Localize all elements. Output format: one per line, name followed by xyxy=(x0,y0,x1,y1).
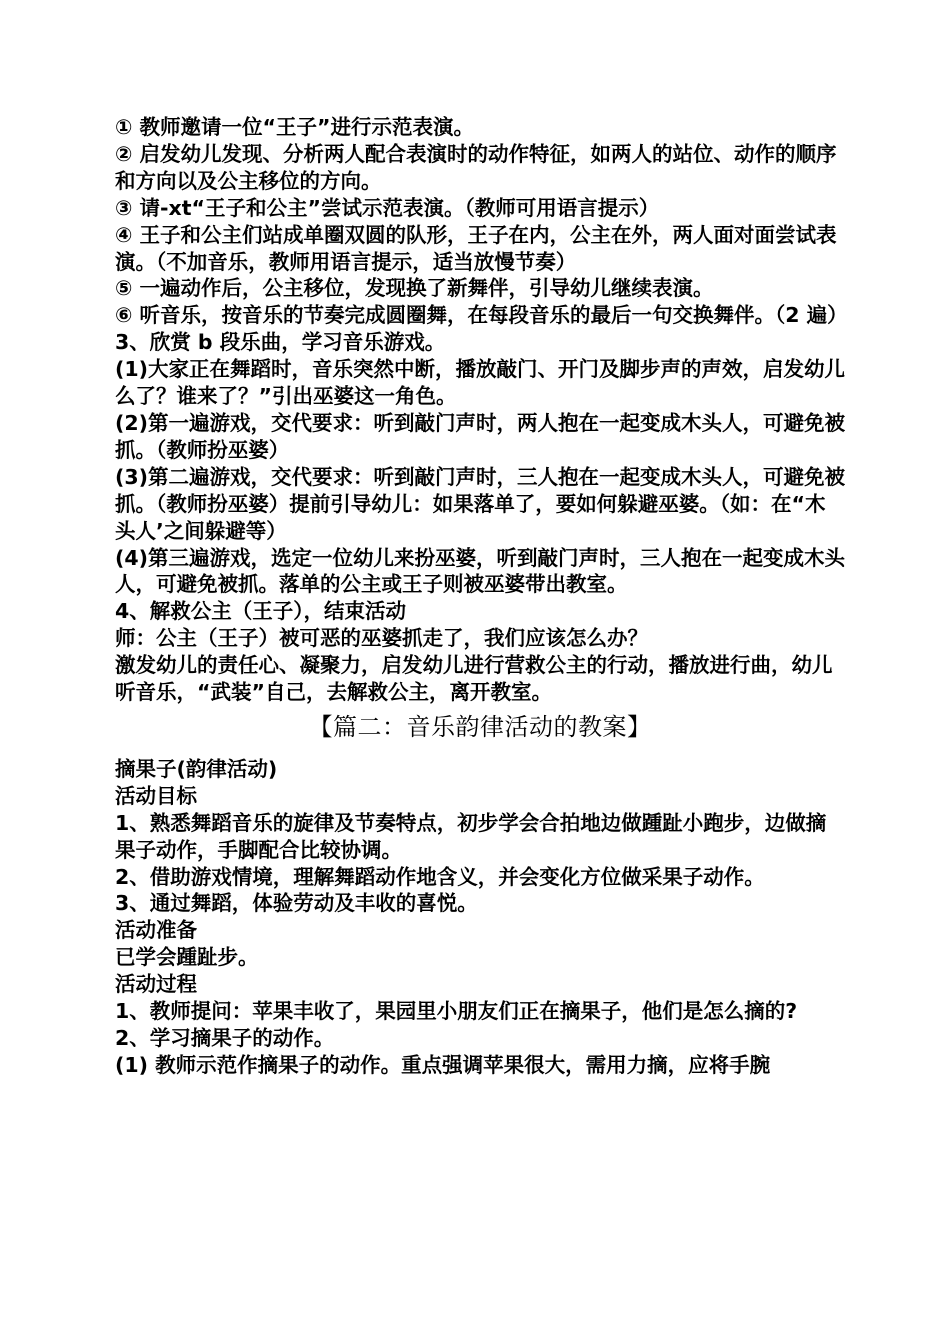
paragraph: 激发幼儿的责任心、凝聚力，启发幼儿进行营救公主的行动，播放进行曲，幼儿听音乐，“武装”自己，去解救公主，离开教室。 xyxy=(115,653,833,705)
paragraph: 2、学习摘果子的动作。 xyxy=(115,1026,335,1050)
paragraph: 2、借助游戏情境，理解舞蹈动作地含义，并会变化方位做采果子动作。 xyxy=(115,864,765,889)
paragraph: ⑤ 一遍动作后，公主移位，发现换了新舞伴，引导幼儿继续表演。 xyxy=(115,276,714,301)
paragraph: 活动准备 xyxy=(115,918,197,943)
paragraph: ① 教师邀请一位“王子”进行示范表演。 xyxy=(115,115,474,139)
paragraph: 3、通过舞蹈，体验劳动及丰收的喜悦。 xyxy=(115,891,478,916)
paragraph: 1、教师提问：苹果丰收了，果园里小朋友们正在摘果子，他们是怎么摘的? xyxy=(115,999,798,1024)
paragraph: (3)第二遍游戏，交代要求：听到敲门声时，三人抱在一起变成木头人，可避免被抓。（教师扮巫婆）提前引导幼儿：如果落单了，要如何躲避巫婆。（如：在“木头人’之间躲避等） xyxy=(115,464,846,543)
paragraph: (1) 教师示范作摘果子的动作。重点强调苹果很大，需用力摘，应将手腕 xyxy=(115,1052,771,1077)
paragraph: 3、欣赏 b 段乐曲，学习音乐游戏。 xyxy=(115,330,446,355)
paragraph: 摘果子(韵律活动) xyxy=(115,756,278,781)
paragraph: ⑥ 听音乐，按音乐的节奏完成圆圈舞，在每段音乐的最后一句交换舞伴。（2 遍） xyxy=(115,303,848,328)
paragraph: (1)大家正在舞蹈时，音乐突然中断，播放敲门、开门及脚步声的声效，启发幼儿么了？谁来了？”引出巫婆这一角色。 xyxy=(115,357,846,409)
paragraph: ② 启发幼儿发现、分析两人配合表演时的动作特征，如两人的站位、动作的顺序和方向以及公主移位的方向。 xyxy=(115,141,837,193)
section-heading: 【篇二：音乐韵律活动的教案】 xyxy=(308,712,652,741)
section-part2 xyxy=(115,756,845,1079)
paragraph: 师：公主（王子）被可恶的巫婆抓走了，我们应该怎么办？ xyxy=(115,626,648,651)
paragraph: (4)第三遍游戏，选定一位幼儿来扮巫婆，听到敲门声时，三人抱在一起变成木头人，可避免被抓。落单的公主或王子则被巫婆带出教室。 xyxy=(115,545,846,597)
paragraph: (2)第一遍游戏，交代要求：听到敲门声时，两人抱在一起变成木头人，可避免被抓。（教师扮巫婆） xyxy=(115,410,846,462)
paragraph: ③ 请-xt“王子和公主”尝试示范表演。（教师可用语言提示） xyxy=(115,195,660,220)
paragraph: 活动目标 xyxy=(115,783,197,808)
paragraph: 4、解救公主（王子），结束活动 xyxy=(115,599,407,624)
paragraph: ④ 王子和公主们站成单圈双圆的队形，王子在内，公主在外，两人面对面尝试表演。（不加音乐，教师用语言提示，适当放慢节奏） xyxy=(115,222,837,274)
document-page xyxy=(115,114,848,1079)
section-part1 xyxy=(115,114,848,706)
paragraph: 已学会踵趾步。 xyxy=(115,945,259,970)
paragraph: 活动过程 xyxy=(115,972,197,997)
paragraph: 1、熟悉舞蹈音乐的旋律及节奏特点，初步学会合拍地边做踵趾小跑步，边做摘果子动作，手脚配合比较协调。 xyxy=(115,810,827,862)
